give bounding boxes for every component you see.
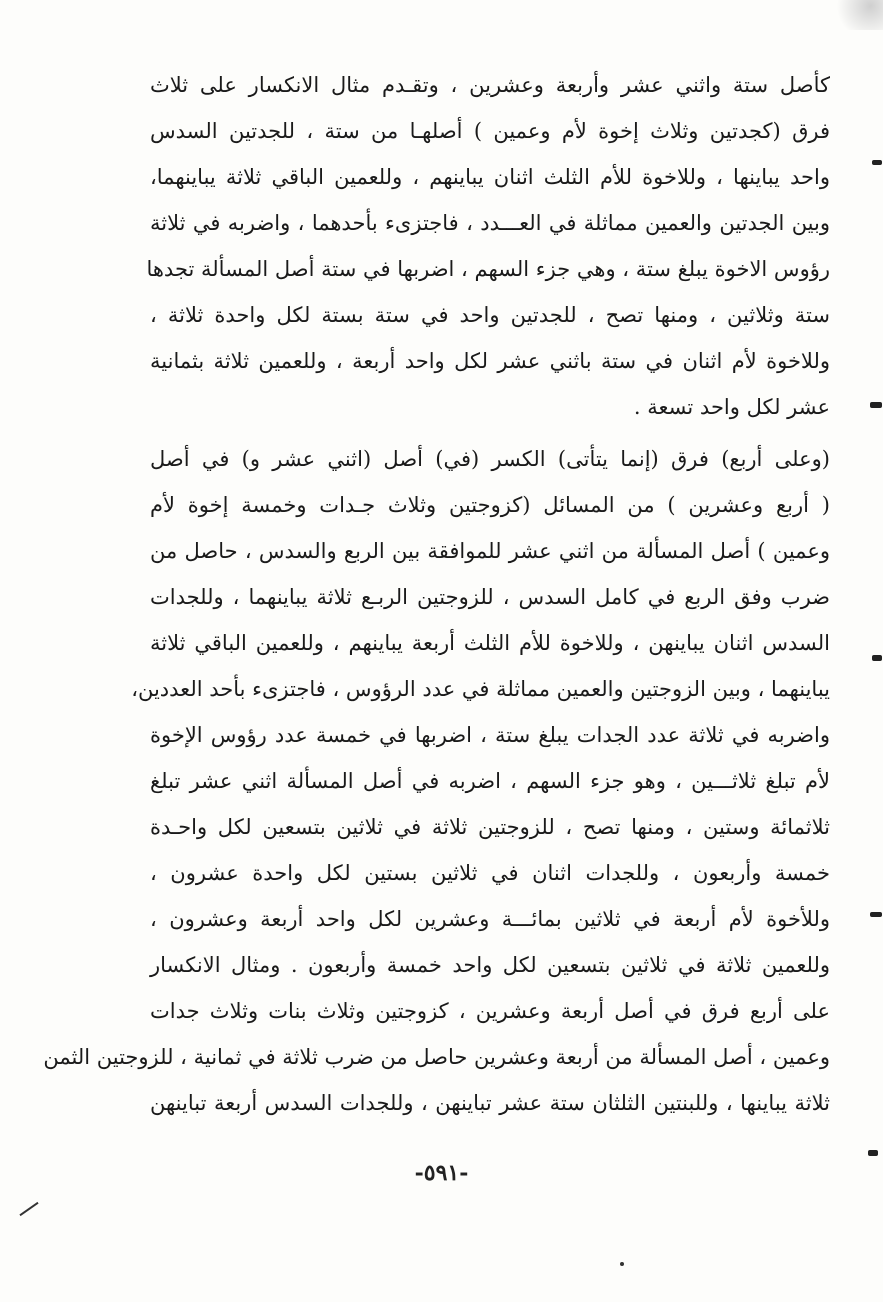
margin-mark: [870, 912, 882, 917]
text-line: وبين الجدتين والعمين مماثلة في العـــدد ، فاجتزىء بأحدهما ، واضربه في ثلاثة: [150, 211, 830, 235]
text-line: لأم تبلغ ثلاثـــين ، وهو جزء السهم ، اضربه في أصل المسألة اثني عشر تبلغ: [150, 769, 830, 793]
text-line: وعمين ) أصل المسألة من اثني عشر للموافقة بين الربع والسدس ، حاصل من: [150, 539, 830, 563]
margin-mark: [872, 655, 882, 661]
page-number: -٥٩١-: [414, 1160, 469, 1186]
text-line: يباينهما ، وبين الزوجتين والعمين مماثلة في عدد الرؤوس ، فاجتزىء بأحد العددين،: [131, 677, 830, 701]
text-line: خمسة وأربعون ، وللجدات اثنان في ثلاثين بستين لكل واحدة عشرون ،: [150, 861, 830, 885]
text-line: وللعمين ثلاثة في ثلاثين بتسعين لكل واحد خمسة وأربعون . ومثال الانكسار: [150, 953, 830, 977]
text-line: السدس اثنان يباينهن ، وللاخوة للأم الثلث أربعة يباينهم ، وللعمين الباقي ثلاثة: [150, 631, 830, 655]
text-line: رؤوس الاخوة يبلغ ستة ، وهي جزء السهم ، اضربها في ستة أصل المسألة تجدها: [146, 257, 830, 281]
text-line: ( أربع وعشرين ) من المسائل (كزوجتين وثلاث جـدات وخمسة إخوة لأم: [150, 493, 830, 517]
text-line: كأصل ستة واثني عشر وأربعة وعشرين ، وتقـدم مثال الانكسار على ثلاث: [150, 73, 830, 97]
pen-stroke: [19, 1202, 38, 1216]
text-line: وعمين ، أصل المسألة من أربعة وعشرين حاصل من ضرب ثلاثة في ثمانية ، للزوجتين الثمن: [43, 1045, 830, 1069]
text-line: وللاخوة لأم اثنان في ستة باثني عشر لكل واحد أربعة ، وللعمين ثلاثة بثمانية: [150, 349, 830, 373]
text-line: ثلاثمائة وستين ، ومنها تصح ، للزوجتين ثلاثة في ثلاثين بتسعين لكل واحـدة: [150, 815, 830, 839]
text-line: واضربه في ثلاثة عدد الجدات يبلغ ستة ، اضربها في خمسة عدد رؤوس الإخوة: [150, 723, 830, 747]
text-line: فرق (كجدتين وثلاث إخوة لأم وعمين ) أصلهـا من ستة ، للجدتين السدس: [150, 119, 830, 143]
margin-mark: [870, 402, 882, 408]
text-line: ثلاثة يباينها ، وللبنتين الثلثان ستة عشر تباينهن ، وللجدات السدس أربعة تباينهن: [150, 1091, 830, 1115]
text-line: ستة وثلاثين ، ومنها تصح ، للجدتين واحد في ستة بستة لكل واحدة ثلاثة ،: [150, 303, 830, 327]
scan-speckle: [820, 0, 883, 30]
text-line: عشر لكل واحد تسعة .: [633, 395, 830, 419]
ink-dot: [620, 1262, 624, 1266]
text-line: وللأخوة لأم أربعة في ثلاثين بمائـــة وعشرين لكل واحد أربعة وعشرون ،: [150, 907, 830, 931]
text-line: ضرب وفق الربع في كامل السدس ، للزوجتين الربـع ثلاثة يباينهما ، وللجدات: [150, 585, 830, 609]
margin-mark: [872, 160, 882, 165]
body-text: [43, 62, 830, 1126]
text-line: (وعلى أربع) فرق (إنما يتأتى) الكسر (في) أصل (اثني عشر و) في أصل: [150, 447, 830, 471]
text-line: على أربع فرق في أصل أربعة وعشرين ، كزوجتين وثلاث بنات وثلاث جدات: [150, 999, 830, 1023]
text-line: واحد يباينها ، وللاخوة للأم الثلث اثنان يباينهم ، وللعمين الباقي ثلاثة يباينهما،: [150, 165, 830, 189]
margin-mark: [868, 1150, 878, 1156]
